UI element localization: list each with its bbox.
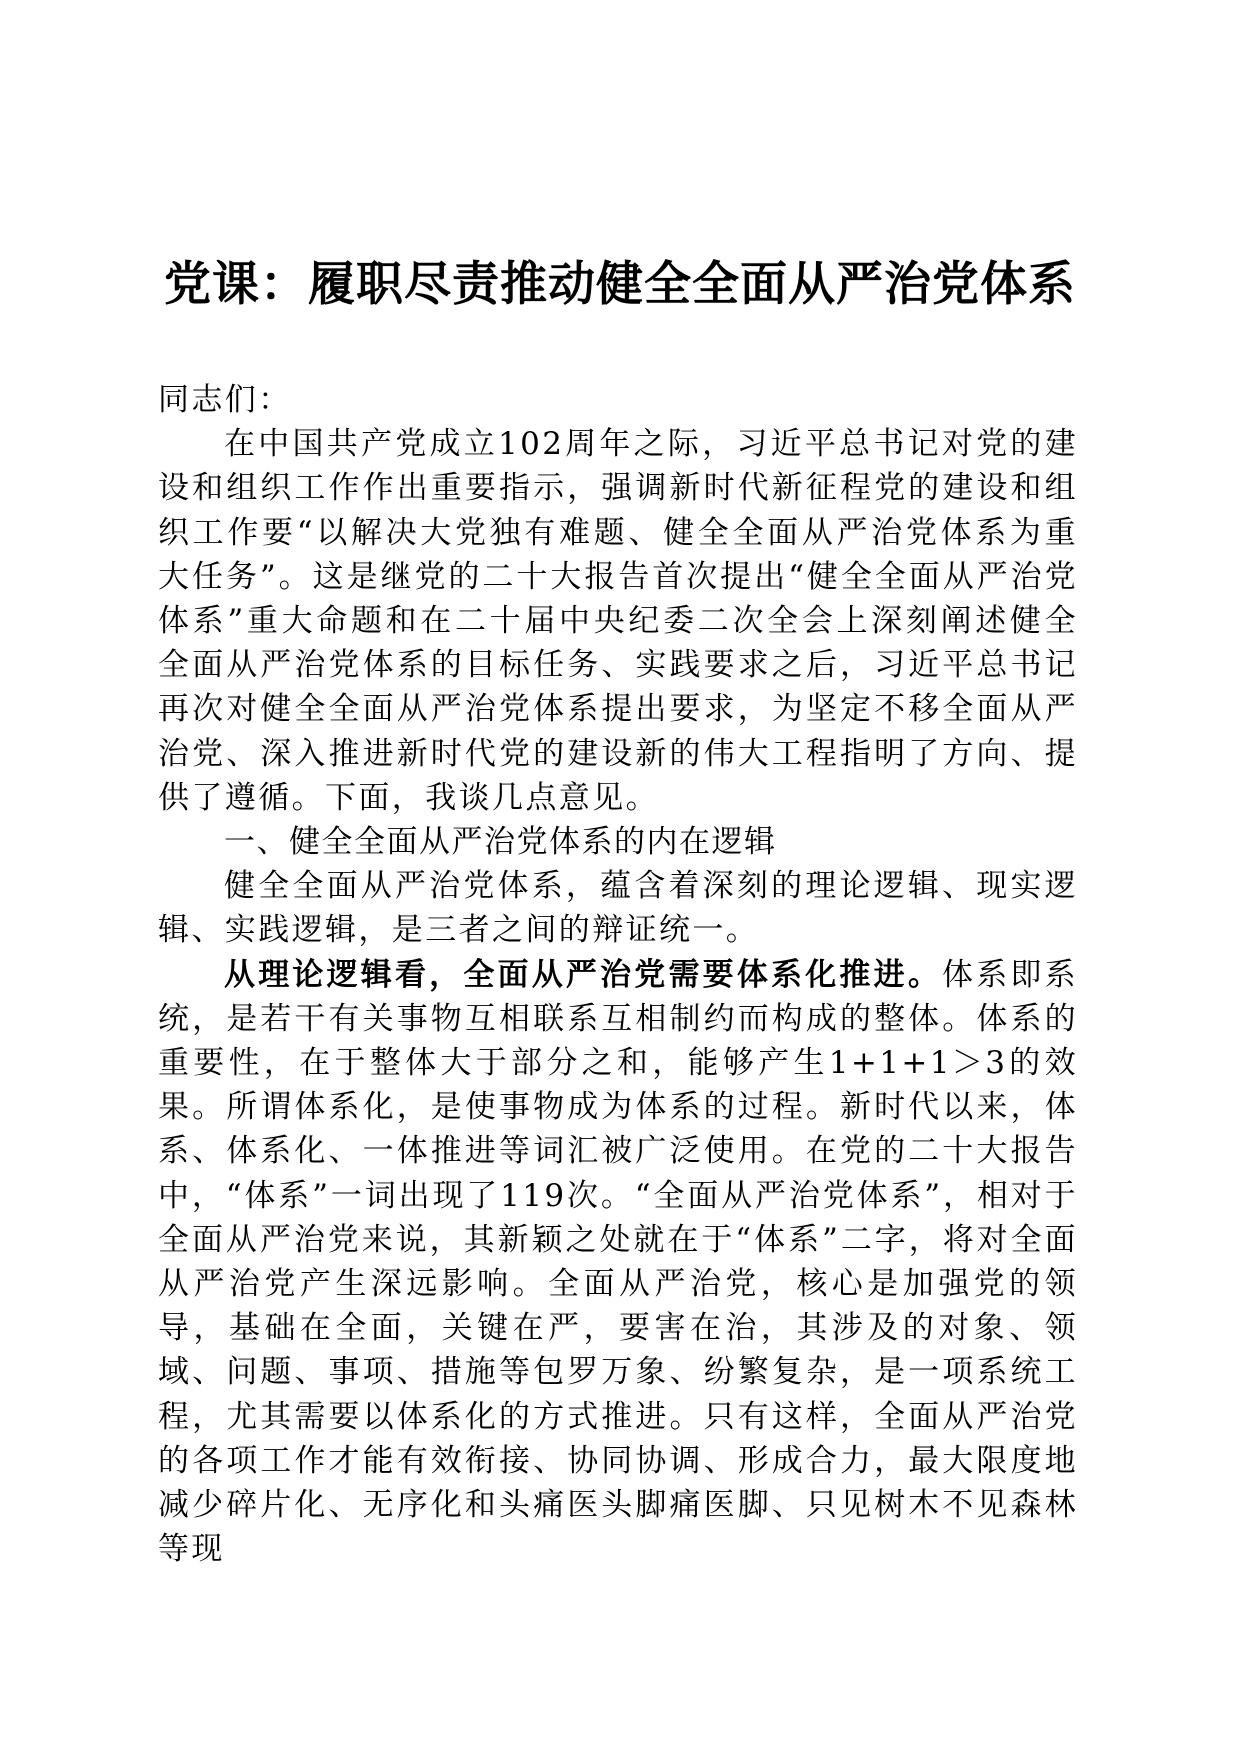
paragraph-body-text: 体系即系统，是若干有关事物互相联系互相制约而构成的整体。体系的重要性，在于整体大于部分之和，能够产生1+1+1＞3的效果。所谓体系化，是使事物成为体系的过程。新时代以来，体系、体系化、一体推进等词汇被广泛使用。在党的二十大报告中，“体系”一词出现了119次。“全面从严治党体系”，相对于全面从严治党来说，其新颖之处就在于“体系”二字，将对全面从严治党产生深远影响。全面从严治党，核心是加强党的领导，基础在全面，关键在严，要害在治，其涉及的对象、领域、问题、事项、措施等包罗万象、纷繁复杂，是一项系统工程，尤其需要以体系化的方式推进。只有这样，全面从严治党的各项工作才能有效衔接、协同协调、形成合力，最大限度地减少碎片化、无序化和头痛医头脚痛医脚、只见树木不见森林等现 xyxy=(158,956,1078,1568)
salutation: 同志们： xyxy=(158,382,292,418)
document-body xyxy=(158,378,1078,1571)
paragraph-intro: 在中国共产党成立102周年之际，习近平总书记对党的建设和组织工作作出重要指示，强调新时代新征程党的建设和组织工作要“以解决大党独有难题、健全全面从严治党体系为重大任务”。这是继党的二十大报告首次提出“健全全面从严治党体系”重大命题和在二十届中央纪委二次全会上深刻阐述健全全面从严治党体系的目标任务、实践要求之后，习近平总书记再次对健全全面从严治党体系提出要求，为坚定不移全面从严治党、深入推进新时代党的建设新的伟大工程指明了方向、提供了遵循。下面，我谈几点意见。 xyxy=(158,426,1078,816)
section-heading-1: 一、健全全面从严治党体系的内在逻辑 xyxy=(224,824,777,861)
paragraph-lead-sentence: 从理论逻辑看，全面从严治党需要体系化推进。 xyxy=(224,956,943,993)
paragraph-logic-summary: 健全全面从严治党体系，蕴含着深刻的理论逻辑、现实逻辑、实践逻辑，是三者之间的辩证统一。 xyxy=(158,868,1078,949)
paragraph-theory-logic xyxy=(158,953,1078,1572)
document-title: 党课：履职尽责推动健全全面从严治党体系 xyxy=(164,257,1076,312)
